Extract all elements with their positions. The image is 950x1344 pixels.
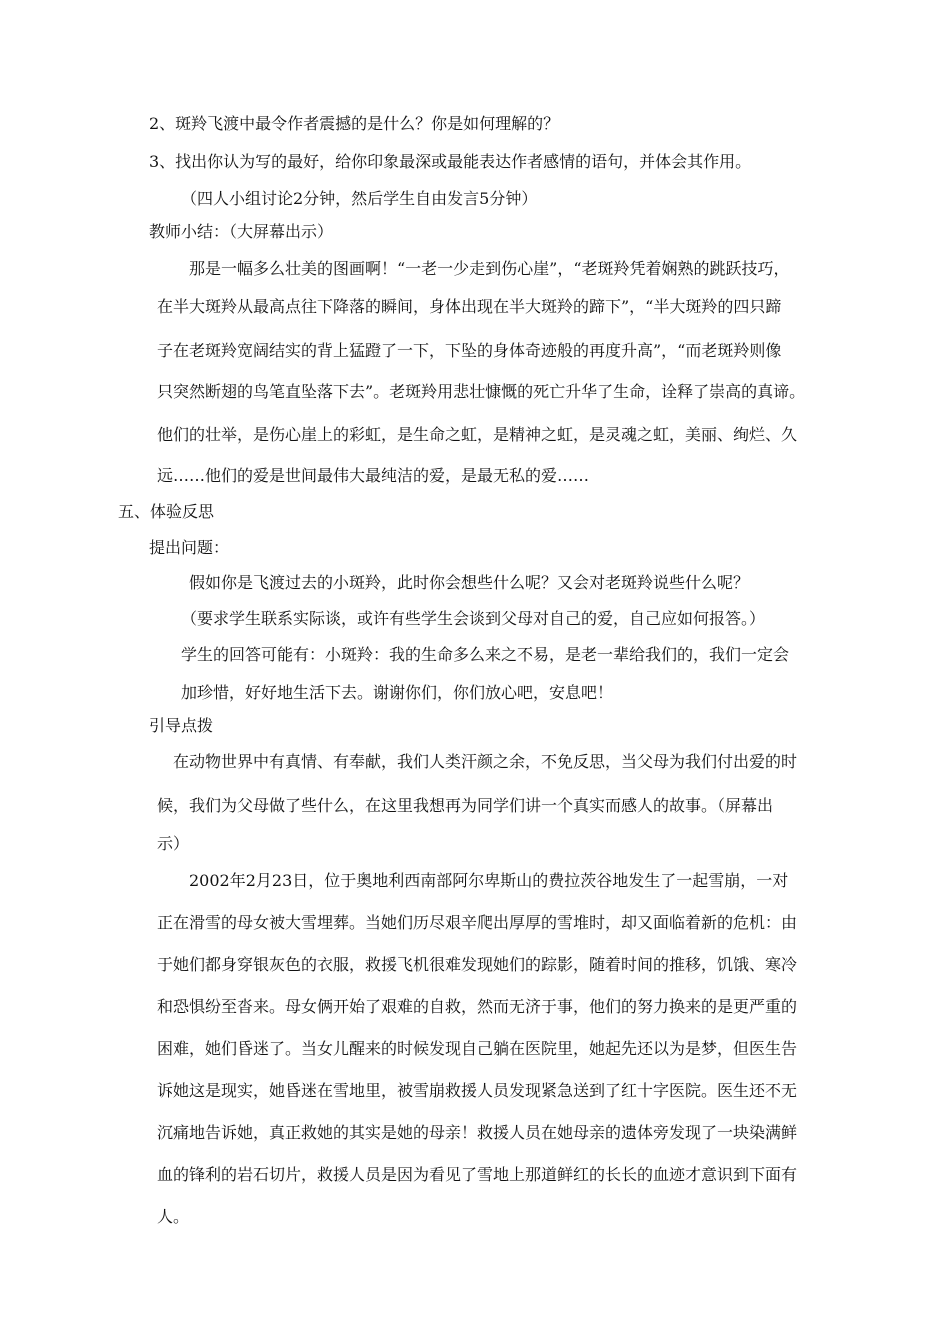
summary-line: 在半大斑羚从最高点往下降落的瞬间，身体出现在半大斑羚的蹄下”，“半大斑羚的四只蹄	[157, 297, 782, 316]
story-line: 2002年2月23日，位于奥地利西南部阿尔卑斯山的费拉茨谷地发生了一起雪崩，一对	[189, 871, 789, 890]
answer-line: 学生的回答可能有：小斑羚：我的生命多么来之不易，是老一辈给我们的，我们一定会	[181, 645, 790, 664]
guide-line: 候，我们为父母做了些什么，在这里我想再为同学们讲一个真实而感人的故事。（屏幕出	[157, 796, 774, 815]
story-line: 和恐惧纷至沓来。母女俩开始了艰难的自救，然而无济于事，他们的努力换来的是更严重的	[157, 997, 798, 1016]
requirement-note: （要求学生联系实际谈，或许有些学生会谈到父母对自己的爱，自己应如何报答。）	[181, 609, 766, 628]
question-3: 3、找出你认为写的最好，给你印象最深或最能表达作者感情的语句，并体会其作用。	[149, 152, 752, 171]
story-line: 诉她这是现实，她昏迷在雪地里，被雪崩救援人员发现紧急送到了红十字医院。医生还不无	[157, 1081, 798, 1100]
question-2: 2、斑羚飞渡中最令作者震撼的是什么？你是如何理解的？	[149, 114, 560, 133]
section-heading: 五、体验反思	[118, 502, 215, 521]
story-line: 血的锋利的岩石切片，救援人员是因为看见了雪地上那道鲜红的长长的血迹才意识到下面有	[157, 1165, 798, 1184]
summary-line: 他们的壮举，是伤心崖上的彩虹，是生命之虹，是精神之虹，是灵魂之虹，美丽、绚烂、久	[157, 425, 798, 444]
summary-line: 远……他们的爱是世间最伟大最纯洁的爱，是最无私的爱……	[157, 466, 590, 485]
answer-line: 加珍惜，好好地生活下去。谢谢你们，你们放心吧，安息吧！	[181, 683, 614, 702]
summary-line: 那是一幅多么壮美的图画啊！“一老一少走到伤心崖”，“老斑羚凭着娴熟的跳跃技巧，	[189, 259, 790, 278]
guide-line: 在动物世界中有真情、有奉献，我们人类汗颜之余，不免反思，当父母为我们付出爱的时	[173, 752, 798, 771]
summary-heading: 教师小结：（大屏幕出示）	[149, 222, 334, 241]
discussion-note: （四人小组讨论2分钟，然后学生自由发言5分钟）	[181, 189, 538, 208]
story-line: 于她们都身穿银灰色的衣服，救援飞机很难发现她们的踪影，随着时间的推移，饥饿、寒冷	[157, 955, 798, 974]
reflection-question: 假如你是飞渡过去的小斑羚，此时你会想些什么呢？又会对老斑羚说些什么呢？	[189, 573, 750, 592]
ask-heading: 提出问题：	[149, 538, 230, 557]
story-line: 沉痛地告诉她，真正救她的其实是她的母亲！救援人员在她母亲的遗体旁发现了一块染满鲜	[157, 1123, 798, 1142]
story-line: 困难，她们昏迷了。当女儿醒来的时候发现自己躺在医院里，她起先还以为是梦，但医生告	[157, 1039, 798, 1058]
story-line: 正在滑雪的母女被大雪埋葬。当她们历尽艰辛爬出厚厚的雪堆时，却又面临着新的危机：由	[157, 913, 798, 932]
story-line: 人。	[157, 1207, 190, 1226]
guide-heading: 引导点拨	[149, 716, 214, 735]
summary-line: 只突然断翅的鸟笔直坠落下去”。老斑羚用悲壮慷慨的死亡升华了生命，诠释了崇高的真谛。	[157, 382, 806, 401]
guide-line: 示）	[157, 834, 190, 853]
summary-line: 子在老斑羚宽阔结实的背上猛蹬了一下，下坠的身体奇迹般的再度升高”，“而老斑羚则像	[157, 341, 782, 360]
